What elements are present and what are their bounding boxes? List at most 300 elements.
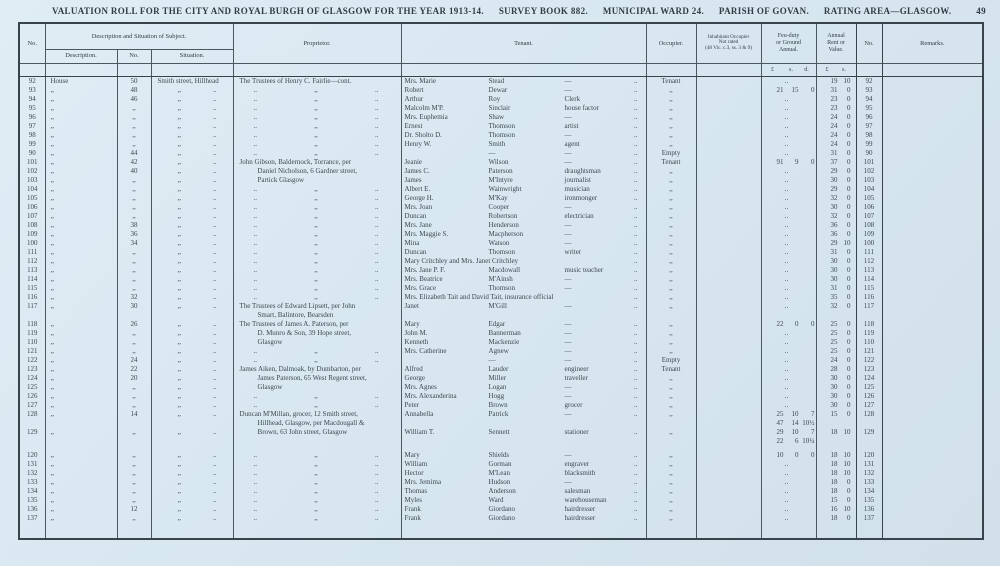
annual-rent-line: 24 0 [830,112,851,121]
cell-record-no-right: 111 [856,248,882,257]
ditto-dots: .. [784,148,789,157]
ditto-mark: ,, [314,211,318,220]
tenant-line [402,194,646,203]
cell-inhabitant-occupier [696,478,761,487]
ditto-mark: ,, [177,319,181,328]
cell-remarks [882,392,983,401]
ditto-dots: .. [784,328,789,337]
ditto-mark: .. [375,265,379,274]
tenant-surname: Mackenzie [488,337,520,346]
ditto-mark: .. [375,495,379,504]
cell-occupier: ,, [646,104,696,113]
ditto-mark: .. [253,94,258,103]
cell-description: ,, [45,383,117,392]
cell-record-no-left: 103 [27,175,38,184]
ditto-mark: .. [213,319,217,328]
ditto-mark: .. [253,85,258,94]
ditto-mark: ,, [314,504,318,513]
ditto-mark: .. [213,220,217,229]
table-row [19,122,983,131]
ditto-mark: ,, [177,346,181,355]
cell-proprietor [233,487,401,496]
cell-remarks [882,329,983,338]
cell-record-no-left: 128 [27,409,38,418]
cell-tenant [401,478,646,487]
cell-record-no-right: 137 [856,514,882,523]
ditto-mark: ,, [314,229,318,238]
cell-proprietor [233,496,401,505]
cell-description: ,, [45,320,117,329]
ditto-mark: ,, [314,238,318,247]
ditto-mark: .. [375,292,379,301]
cell-feu-duty [761,320,816,329]
cell-situation [151,329,233,338]
tenant-surname: Anderson [488,486,516,495]
cell-record-no-right: 127 [856,401,882,410]
annual-rent-line: 23 0 [830,103,851,112]
table-row [19,392,983,401]
tenant-line [402,514,646,523]
cell-remarks [882,176,983,185]
ditto-mark: ,, [314,121,318,130]
ditto-mark: .. [375,504,379,513]
cell-street-no: ,, [117,514,151,523]
cell-occupier: ,, [646,212,696,221]
annual-rent-line: 31 0 [830,148,851,157]
cell-record-no-left: 101 [27,157,38,166]
tenant-forename: Mrs. Jemima [404,477,442,486]
ditto-mark: .. [253,513,258,522]
cell-proprietor [233,230,401,239]
cell-description: ,, [45,302,117,320]
table-row [19,356,983,365]
ditto-mark: .. [213,148,217,157]
cell-proprietor [233,514,401,523]
cell-inhabitant-occupier [696,203,761,212]
cell-record-no-left: 116 [27,292,38,301]
feu-duty-line: 10 0 0 [776,450,815,459]
cell-street-no: ,, [117,131,151,140]
ditto-dots: .. [784,247,789,256]
ditto-mark: .. [213,283,217,292]
ditto-mark: ,, [177,337,181,346]
ditto-dots: .. [634,292,638,301]
ditto-dots: .. [784,139,789,148]
valuation-table [18,22,984,540]
ditto-mark: ,, [177,301,181,310]
cell-record-no-right: 109 [856,230,882,239]
annual-rent-line: 18 10 [830,427,851,436]
cell-annual-rent [816,239,856,248]
tenant-forename: William T. [404,427,435,436]
cell-annual-rent [816,113,856,122]
cell-situation [151,221,233,230]
tenant-surname: — [488,148,496,157]
cell-situation [151,95,233,104]
cell-street-no: ,, [117,383,151,392]
tenant-line [402,239,646,248]
cell-record-no-left: 111 [27,247,38,256]
cell-description: ,, [45,293,117,302]
cell-annual-rent [816,122,856,131]
cell-record-no-right: 125 [856,383,882,392]
cell-remarks [882,478,983,487]
cell-tenant [401,514,646,523]
ditto-mark: ,, [177,139,181,148]
tenant-occupation: warehouseman [564,495,607,504]
cell-situation [151,460,233,469]
ditto-mark: .. [375,513,379,522]
tenant-surname: M'Ainsh [488,274,513,283]
cell-annual-rent [816,392,856,401]
cell-record-no-right: 122 [856,356,882,365]
cell-situation [151,469,233,478]
cell-annual-rent [816,428,856,446]
cell-situation [151,122,233,131]
cell-feu-duty [761,221,816,230]
ditto-mark: .. [253,450,258,459]
cell-inhabitant-occupier [696,248,761,257]
ditto-dots: .. [634,139,638,148]
ditto-mark: .. [375,130,379,139]
ditto-mark: ,, [177,130,181,139]
table-row [19,140,983,149]
cell-inhabitant-occupier [696,410,761,428]
cell-annual-rent [816,140,856,149]
cell-description: ,, [45,239,117,248]
cell-feu-duty [761,496,816,505]
ditto-mark: .. [253,238,258,247]
cell-situation [151,320,233,329]
cell-remarks [882,347,983,356]
proprietor-line: James Paterson, 65 West Regent street, [257,373,367,382]
tenant-line [402,293,646,302]
ditto-dots: .. [784,112,789,121]
tenant-forename: Frank [404,504,421,513]
cell-feu-duty [761,469,816,478]
ditto-mark: ,, [314,400,318,409]
cell-situation [151,131,233,140]
cell-record-no-left: 123 [27,364,38,373]
cell-annual-rent [816,320,856,329]
tenant-occupation: — [564,337,572,346]
ditto-dots: .. [634,427,638,436]
cell-description: ,, [45,176,117,185]
cell-inhabitant-occupier [696,469,761,478]
ditto-mark: ,, [177,468,181,477]
cell-record-no-right: 129 [856,428,882,446]
table-row [19,347,983,356]
cell-street-no: ,, [117,392,151,401]
ditto-mark: .. [375,229,379,238]
cell-record-no-left: 113 [27,265,38,274]
cell-situation [151,185,233,194]
ditto-dots: .. [784,184,789,193]
ditto-dots: .. [784,238,789,247]
annual-rent-line: 19 10 [830,76,851,85]
cell-feu-duty [761,95,816,104]
ditto-mark: ,, [314,112,318,121]
ditto-mark: ,, [314,256,318,265]
cell-record-no-right: 132 [856,469,882,478]
cell-annual-rent [816,469,856,478]
cell-situation [151,104,233,113]
ditto-mark: ,, [314,130,318,139]
tenant-occupation: — [564,382,572,391]
cell-record-no-right: 131 [856,460,882,469]
cell-record-no-left: 124 [27,373,38,382]
header-inhabitant-occupier: Inhabitant Occupier Not rated (48 Vic. c.3, ss. 3 & 9) [696,23,761,63]
cell-occupier: ,, [646,496,696,505]
ditto-dots: .. [634,364,638,373]
ditto-mark: ,, [177,256,181,265]
ditto-mark: .. [253,112,258,121]
cell-remarks [882,523,983,539]
annual-rent-line: 18 10 [830,459,851,468]
cell-record-no-left: 102 [27,166,38,175]
cell-proprietor [233,104,401,113]
cell-situation [151,383,233,392]
ditto-dots: .. [784,229,789,238]
proprietor-line: John Gibson, Baldernock, Torrance, per [239,157,352,166]
table-row [19,185,983,194]
cell-inhabitant-occupier [696,86,761,95]
table-row [19,514,983,523]
table-row [19,487,983,496]
cell-street-no: 36 [117,230,151,239]
ditto-dots: .. [634,121,638,130]
ditto-mark: .. [213,211,217,220]
cell-annual-rent [816,329,856,338]
cell-occupier: ,, [646,338,696,347]
cell-remarks [882,104,983,113]
tenant-line [402,401,646,410]
ditto-dots: .. [634,211,638,220]
ditto-dots: .. [784,292,789,301]
cell-inhabitant-occupier [696,302,761,320]
cell-proprietor [233,176,401,185]
tenant-occupation: blacksmith [564,468,596,477]
cell-annual-rent [816,221,856,230]
table-row [19,95,983,104]
cell-proprietor [233,356,401,365]
survey-book-label: SURVEY BOOK 882. [498,6,589,16]
tenant-forename: Mrs. Catherine [404,346,447,355]
tenant-line [402,230,646,239]
ditto-mark: .. [213,265,217,274]
cell-occupier: Empty [646,149,696,158]
ditto-mark: ,, [177,157,181,166]
annual-rent-line: 24 0 [830,121,851,130]
cell-tenant [401,365,646,374]
tenant-surname: Logan [488,382,507,391]
cell-street-no: ,, [117,275,151,284]
cell-record-no-right: 100 [856,239,882,248]
cell-remarks [882,185,983,194]
ditto-dots: .. [784,373,789,382]
cell-street-no: 40 [117,167,151,176]
tenant-occupation: — [564,202,572,211]
cell-description: ,, [45,347,117,356]
annual-rent-line: 32 0 [830,193,851,202]
cell-feu-duty [761,514,816,523]
cell-annual-rent [816,374,856,383]
tenant-surname: Thomson [488,121,515,130]
ditto-dots: .. [784,468,789,477]
tenant-forename: James [404,175,422,184]
tenant-surname: Brown [488,400,508,409]
cell-feu-duty [761,185,816,194]
cell-proprietor [233,212,401,221]
cell-street-no: ,, [117,194,151,203]
ditto-dots: .. [634,355,638,364]
cell-proprietor [233,392,401,401]
table-row [19,302,983,320]
header-no-right: No. [856,23,882,63]
tenant-occupation: — [564,130,572,139]
filler-row [19,523,983,539]
cell-occupier: ,, [646,176,696,185]
tenant-line [402,257,646,266]
cell-feu-duty [761,356,816,365]
cell-remarks [882,122,983,131]
ditto-dots: .. [784,256,789,265]
cell-record-no-right: 106 [856,203,882,212]
tenant-surname: Edgar [488,319,506,328]
header-street-no: No. [117,49,151,63]
cell-situation [151,275,233,284]
cell-street-no: ,, [117,113,151,122]
tenant-line [402,212,646,221]
cell-proprietor [233,86,401,95]
cell-inhabitant-occupier [696,122,761,131]
ditto-mark: ,, [314,355,318,364]
cell-record-no-right: 97 [856,122,882,131]
cell-record-no-right: 103 [856,176,882,185]
cell-occupier: ,, [646,428,696,446]
cell-record-no-right: 104 [856,185,882,194]
cell-description: ,, [45,487,117,496]
table-row [19,293,983,302]
ditto-mark: .. [213,175,217,184]
table-row [19,248,983,257]
ditto-dots: .. [784,486,789,495]
cell-occupier: Tenant [646,158,696,167]
cell-record-no-right: 126 [856,392,882,401]
cell-record-no-left: 126 [27,391,38,400]
cell-annual-rent [816,257,856,266]
cell-annual-rent [816,185,856,194]
cell-proprietor [233,338,401,347]
ditto-mark: ,, [177,121,181,130]
cell-record-no-left: 125 [27,382,38,391]
cell-street-no: ,, [117,451,151,460]
cell-proprietor [233,523,401,539]
cell-situation [151,86,233,95]
ditto-mark: ,, [177,382,181,391]
cell-feu-duty [761,266,816,275]
tenant-surname: — [488,355,496,364]
cell-proprietor [233,266,401,275]
cell-situation [151,505,233,514]
cell-record-no-left: 120 [27,450,38,459]
ditto-mark: ,, [177,283,181,292]
cell-street-no: 34 [117,239,151,248]
tenant-surname: Stead [488,76,505,85]
cell-tenant [401,275,646,284]
ditto-mark: ,, [177,202,181,211]
cell-feu-duty [761,131,816,140]
ditto-mark: .. [213,274,217,283]
cell-street-no: ,, [117,104,151,113]
table-row [19,365,983,374]
cell-occupier: ,, [646,203,696,212]
ditto-dots: .. [784,301,789,310]
cell-occupier: ,, [646,95,696,104]
cell-proprietor [233,76,401,86]
cell-situation [151,338,233,347]
table-row [19,131,983,140]
ditto-dots: .. [634,157,638,166]
cell-annual-rent [816,158,856,167]
tenant-line [402,284,646,293]
feu-duty-line: 91 9 0 [776,157,815,166]
cell-record-no-left: 118 [27,319,38,328]
table-row [19,266,983,275]
tenant-forename: Mrs. Grace [404,283,437,292]
tenant-occupation: stationer [564,427,589,436]
ditto-dots: .. [784,504,789,513]
cell-annual-rent [816,167,856,176]
cell-tenant [401,266,646,275]
ditto-dots: .. [784,103,789,112]
cell-annual-rent [816,514,856,523]
cell-proprietor [233,194,401,203]
cell-description: ,, [45,149,117,158]
cell-description: ,, [45,104,117,113]
tenant-forename [402,149,489,158]
cell-feu-duty [761,113,816,122]
cell-remarks [882,266,983,275]
table-row [19,329,983,338]
cell-description: ,, [45,514,117,523]
annual-rent-line: 30 0 [830,202,851,211]
ditto-mark: .. [213,486,217,495]
ditto-mark: ,, [314,450,318,459]
cell-inhabitant-occupier [696,158,761,167]
cell-inhabitant-occupier [696,176,761,185]
ditto-dots: .. [784,220,789,229]
cell-record-no-right: 96 [856,113,882,122]
cell-situation [151,149,233,158]
table-row [19,469,983,478]
ditto-mark: .. [375,211,379,220]
cell-description [45,523,117,539]
feu-duty-line: 47 14 10½ [776,418,815,427]
cell-inhabitant-occupier [696,257,761,266]
ditto-mark: ,, [177,450,181,459]
tenant-surname: Thomson [488,130,515,139]
ditto-mark: .. [253,148,258,157]
ditto-dots: .. [784,202,789,211]
tenant-forename: Mrs. Jane P. F. [404,265,446,274]
cell-annual-rent [816,149,856,158]
cell-proprietor [233,505,401,514]
page-title: VALUATION ROLL FOR THE CITY AND ROYAL BURGH OF GLASGOW FOR THE YEAR 1913-14. [52,6,484,16]
cell-occupier: ,, [646,185,696,194]
cell-street-no: 46 [117,95,151,104]
ditto-dots: .. [634,400,638,409]
